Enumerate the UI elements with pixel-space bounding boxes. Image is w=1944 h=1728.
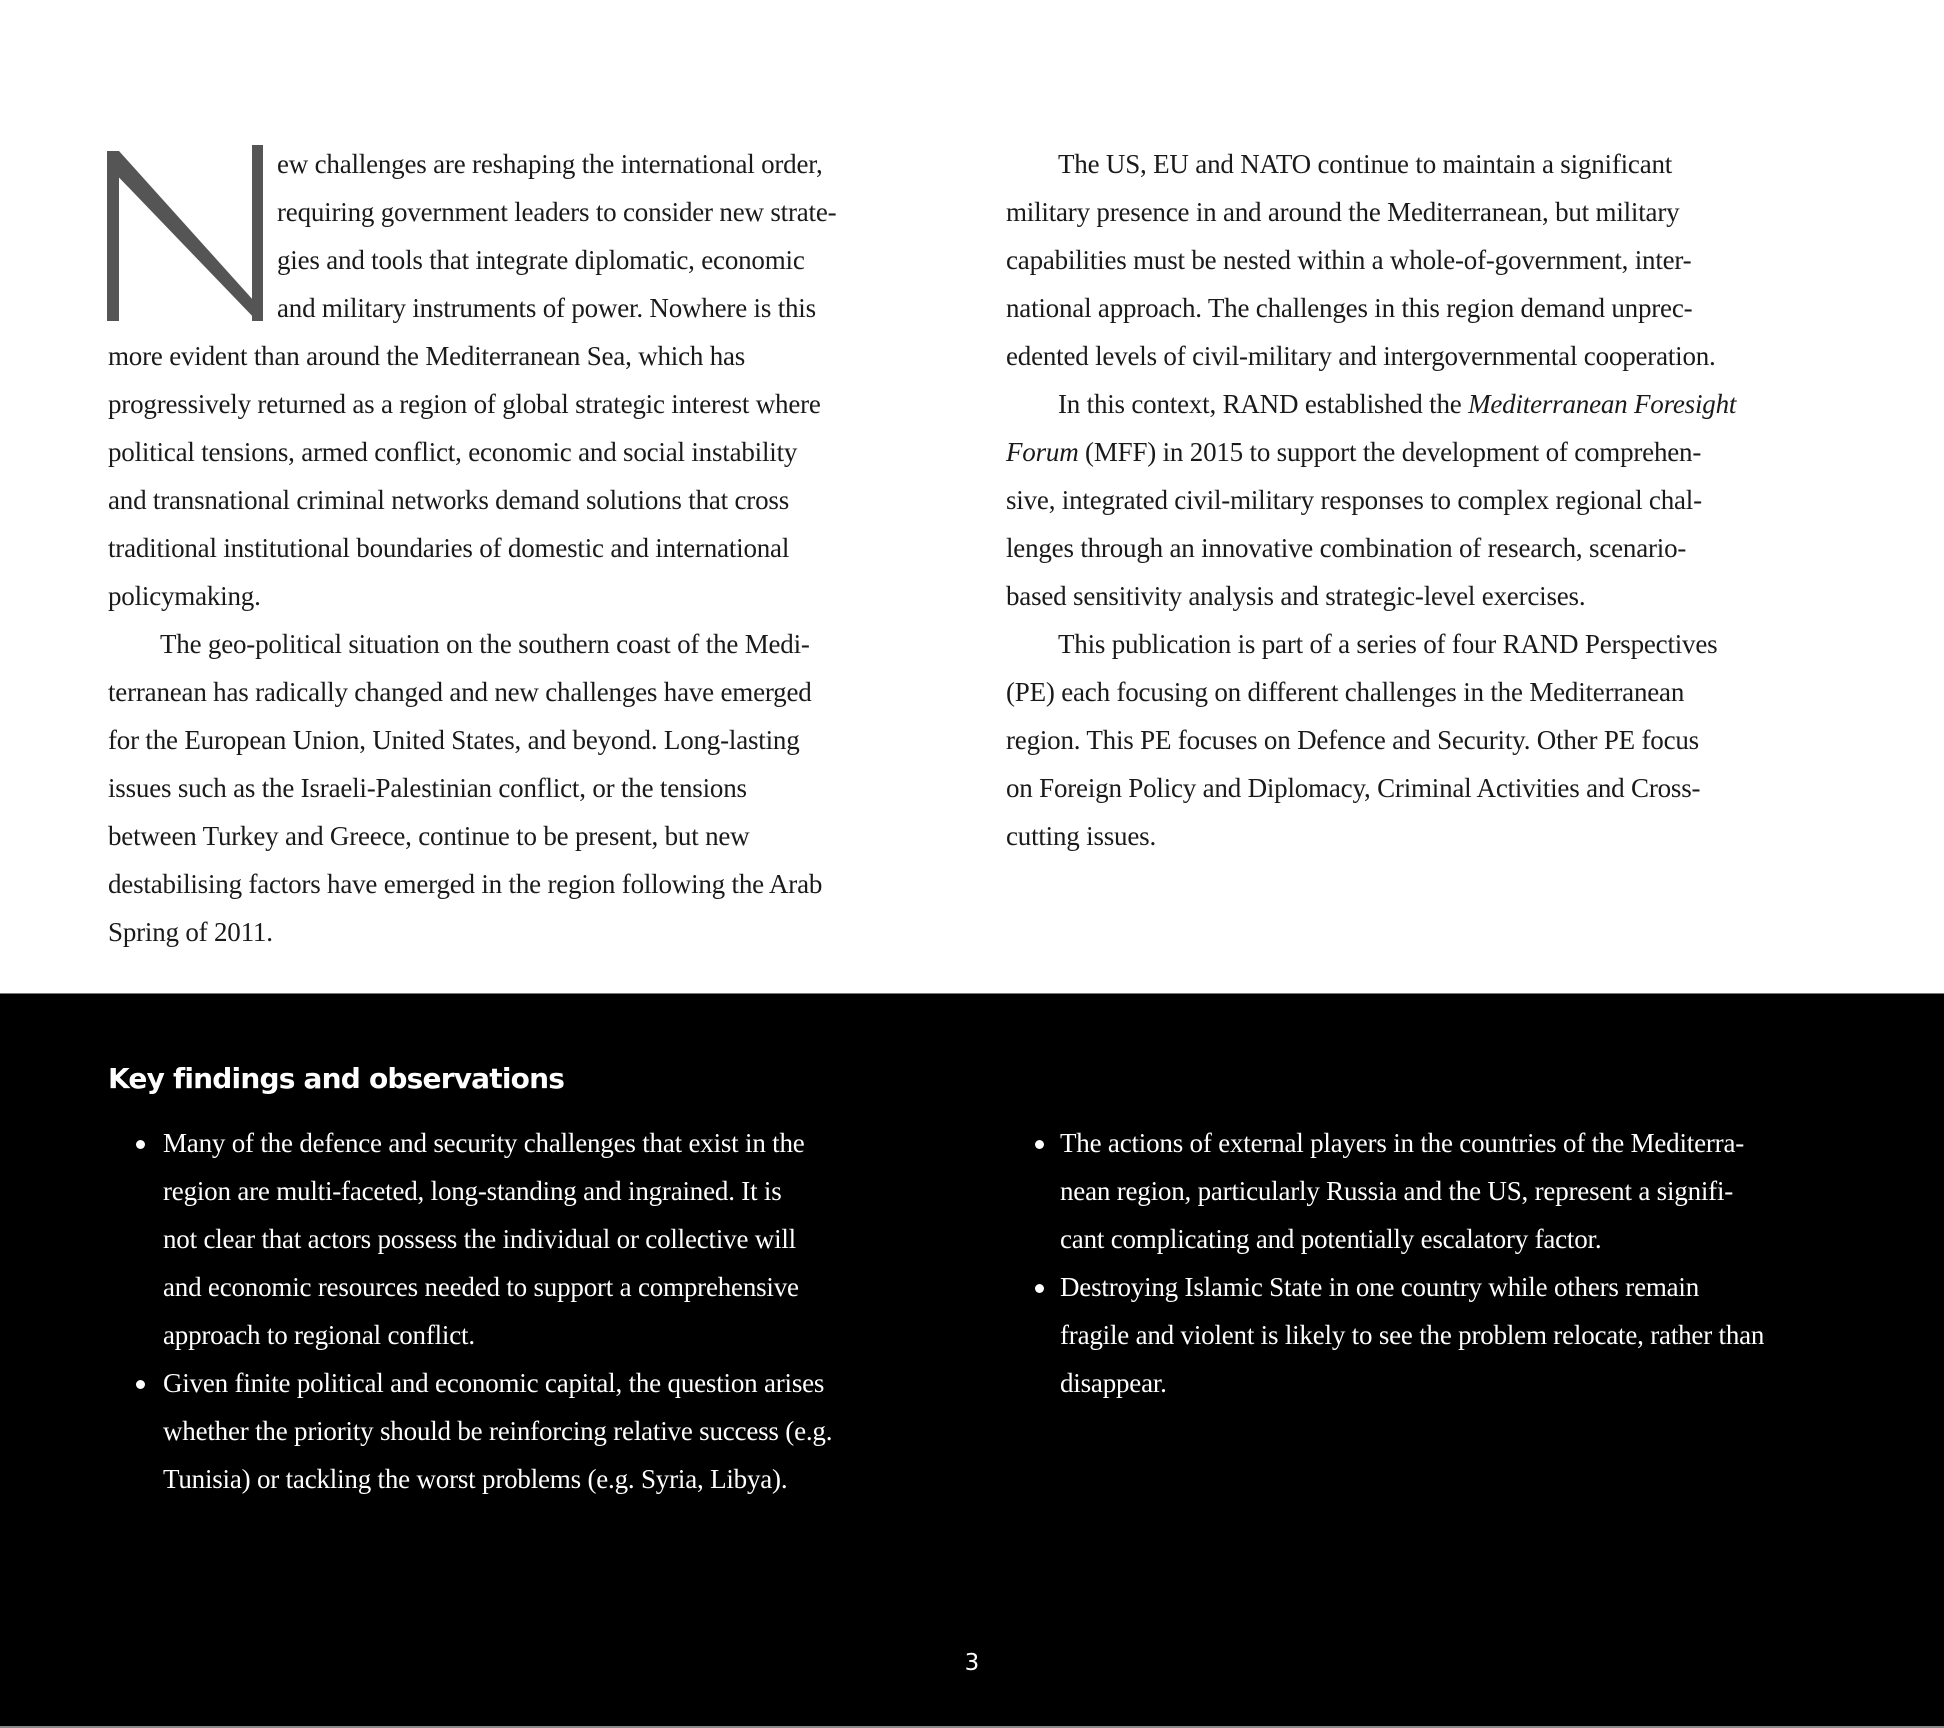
paragraph-line: gies and tools that integrate diplomatic, economic [277,245,805,275]
bullet-icon [136,1140,145,1149]
bullet-line: cant complicating and potentially escalatory factor. [1060,1224,1602,1254]
bullet-line: whether the priority should be reinforcing relative success (e.g. [163,1416,833,1446]
paragraph-line: on Foreign Policy and Diplomacy, Criminal Activities and Cross- [1006,773,1701,803]
bullet-line: Tunisia) or tackling the worst problems (e.g. Syria, Libya). [163,1464,788,1494]
paragraph-line: policymaking. [108,581,261,611]
paragraph-line: (PE) each focusing on different challenges in the Mediterranean [1006,677,1685,707]
bullet-line: Destroying Islamic State in one country while others remain [1060,1272,1700,1302]
paragraph-line: lenges through an innovative combination of research, scenario- [1006,533,1687,563]
italic-title: Mediterranean Foresight [1468,389,1737,419]
paragraph-line: terranean has radically changed and new challenges have emerged [108,677,812,707]
paragraph-line: more evident than around the Mediterranean Sea, which has [108,341,746,371]
bullet-line: Many of the defence and security challenges that exist in the [163,1128,805,1158]
bullet-icon [1035,1140,1044,1149]
bullet-line: nean region, particularly Russia and the US, represent a signifi- [1060,1176,1734,1206]
paragraph-line: for the European Union, United States, and beyond. Long-lasting [108,725,800,755]
paragraph-line: In this context, RAND established the Mediterranean Foresight [1058,389,1737,419]
paragraph-line: capabilities must be nested within a whole-of-government, inter- [1006,245,1692,275]
drop-cap-letter-n [107,145,263,321]
paragraph-line: political tensions, armed conflict, economic and social instability [108,437,798,467]
bullet-line: fragile and violent is likely to see the problem relocate, rather than [1060,1320,1765,1350]
paragraph-line: requiring government leaders to consider new strate- [277,197,837,227]
paragraph-line: based sensitivity analysis and strategic-level exercises. [1006,581,1586,611]
paragraph-line: Spring of 2011. [108,917,273,947]
bullet-line: The actions of external players in the countries of the Mediterra- [1060,1128,1745,1158]
paragraph-line: sive, integrated civil-military responses to complex regional chal- [1006,485,1702,515]
bullet-line: disappear. [1060,1368,1167,1398]
paragraph-line: cutting issues. [1006,821,1156,851]
paragraph-line: Forum (MFF) in 2015 to support the development of comprehen- [1006,437,1702,467]
paragraph-line: issues such as the Israeli-Palestinian conflict, or the tensions [108,773,747,803]
paragraph-line: This publication is part of a series of four RAND Perspectives [1058,629,1718,659]
bullet-icon [136,1380,145,1389]
paragraph-line: ew challenges are reshaping the international order, [277,149,823,179]
paragraph-line: military presence in and around the Mediterranean, but military [1006,197,1680,227]
bullet-line: not clear that actors possess the individual or collective will [163,1224,796,1254]
italic-title: Forum [1006,437,1079,467]
paragraph-line: between Turkey and Greece, continue to be present, but new [108,821,750,851]
paragraph-line: and transnational criminal networks demand solutions that cross [108,485,790,515]
paragraph-line: edented levels of civil-military and intergovernmental cooperation. [1006,341,1716,371]
paragraph-line: The geo-political situation on the southern coast of the Medi- [160,629,810,659]
paragraph-line: national approach. The challenges in this region demand unprec- [1006,293,1693,323]
key-findings-heading: Key findings and observations [108,1062,565,1095]
paragraph-line: destabilising factors have emerged in the region following the Arab [108,869,823,899]
bullet-line: region are multi-faceted, long-standing and ingrained. It is [163,1176,782,1206]
bullet-line: approach to regional conflict. [163,1320,475,1350]
bullet-line: Given finite political and economic capital, the question arises [163,1368,825,1398]
paragraph-line: traditional institutional boundaries of domestic and international [108,533,790,563]
paragraph-line: region. This PE focuses on Defence and Security. Other PE focus [1006,725,1699,755]
paragraph-line: and military instruments of power. Nowhere is this [277,293,816,323]
paragraph-line: progressively returned as a region of global strategic interest where [108,389,821,419]
bullet-line: and economic resources needed to support a comprehensive [163,1272,799,1302]
paragraph-line: The US, EU and NATO continue to maintain a significant [1058,149,1673,179]
bullet-icon [1035,1284,1044,1293]
page-number: 3 [964,1650,980,1676]
